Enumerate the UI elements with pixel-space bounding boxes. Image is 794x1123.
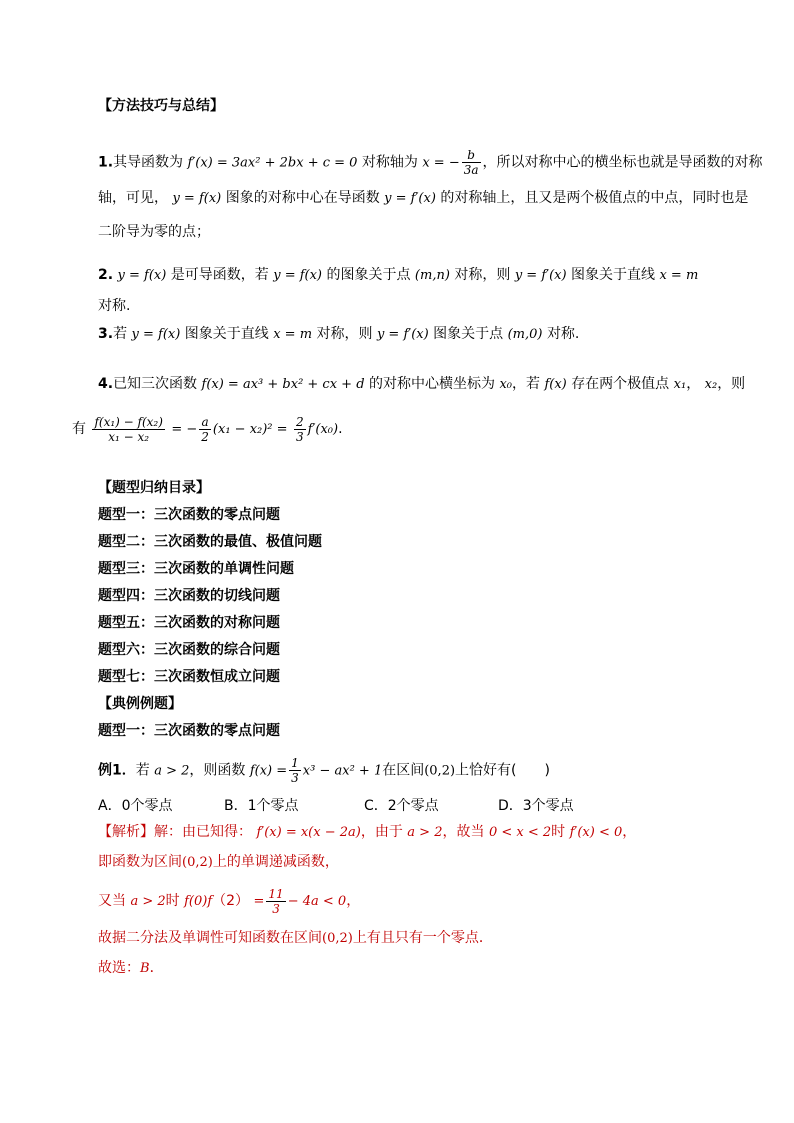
text: 图象关于直线 — [184, 326, 269, 342]
text: ， — [686, 376, 701, 392]
text: 对称轴为 — [361, 154, 418, 171]
formula: (0,2) — [322, 931, 353, 946]
formula: x₂ — [704, 377, 718, 392]
fraction-denominator: 3 — [272, 901, 280, 916]
formula: y = f(x) — [131, 327, 181, 342]
formula: (x₁ − x₂)² = — [212, 422, 288, 437]
text: 对称. — [546, 326, 580, 342]
text: 即函数为区间 — [98, 854, 182, 870]
text: 在区间 — [382, 762, 425, 779]
text: ，则函数 — [189, 762, 246, 779]
fraction-denominator: 3 — [291, 771, 299, 785]
formula: y = f′(x) — [514, 268, 567, 283]
text: 上恰好有( ) — [455, 762, 550, 779]
point-number: 3. — [98, 326, 114, 342]
text: ，若 — [511, 376, 540, 392]
text: （2） — [212, 893, 250, 909]
example-1-question — [98, 756, 550, 785]
formula: a > 2 — [130, 894, 166, 909]
solution-line-3 — [98, 886, 360, 917]
formula: f(0)f — [184, 894, 213, 909]
formula: − 4a < 0 — [287, 894, 347, 909]
formula: (0,2) — [182, 855, 213, 870]
text: . — [338, 421, 343, 437]
formula: y = f′(x) — [376, 327, 429, 342]
formula: f(x) = — [249, 763, 288, 779]
fraction — [289, 756, 301, 785]
point-number: 2. — [98, 267, 114, 283]
text: ，由于 — [360, 824, 403, 840]
option-b: B．1个零点 — [224, 798, 299, 814]
text: 图象关于点 — [433, 326, 504, 342]
option-d: D．3个零点 — [498, 798, 574, 814]
text: ，则 — [717, 376, 746, 392]
text: 存在两个极值点 — [571, 376, 670, 392]
solution-line-2 — [98, 852, 339, 873]
formula: x₀ — [499, 377, 512, 392]
formula: x₁ — [673, 377, 687, 392]
text: 图象关于直线 — [571, 267, 656, 283]
fraction-denominator: 3a — [463, 163, 479, 177]
text: 上的单调递减函数， — [212, 854, 339, 870]
text: ，故当 — [442, 824, 485, 840]
formula: x = m — [659, 268, 699, 283]
summary-point-2-line-2: 对称. — [98, 298, 131, 314]
formula: x³ − ax² + 1 — [302, 763, 383, 779]
text: 时 — [165, 893, 180, 909]
text: 已知三次函数 — [113, 376, 198, 392]
formula: 0 < x < 2 — [488, 825, 552, 840]
catalog-item: 题型六：三次函数的综合问题 — [98, 642, 280, 658]
fraction — [294, 415, 306, 444]
text: 是可导函数，若 — [170, 267, 269, 283]
text: 若 — [135, 762, 150, 779]
formula: = − — [171, 422, 198, 437]
summary-point-2-line-1 — [98, 265, 698, 286]
fraction — [92, 415, 164, 444]
text: 的对称中心横坐标为 — [368, 376, 495, 392]
catalog-item: 题型四：三次函数的切线问题 — [98, 588, 280, 604]
formula: x = m — [273, 327, 313, 342]
summary-point-1-line-2 — [98, 188, 748, 209]
formula: x = − — [422, 155, 460, 171]
formula: a > 2 — [154, 763, 190, 779]
formula: B — [140, 961, 150, 976]
fraction-numerator: 1 — [291, 756, 299, 770]
fraction-numerator: 2 — [296, 414, 304, 429]
fraction-numerator: f(x₁) − f(x₂) — [94, 414, 163, 429]
catalog-item: 题型一：三次函数的零点问题 — [98, 507, 280, 523]
formula: y = f(x) — [273, 268, 323, 283]
text: 图象的对称中心在导函数 — [225, 190, 380, 206]
formula: f′(x) < 0 — [569, 825, 623, 840]
example-label: 例1． — [98, 762, 136, 779]
examples-heading: 【典例例题】 — [98, 696, 182, 712]
fraction-denominator: 3 — [296, 429, 304, 444]
formula: y = f(x) — [117, 268, 167, 283]
text: 故据二分法及单调性可知函数在区间 — [98, 930, 322, 946]
fraction-denominator: 2 — [201, 429, 209, 444]
formula: f′(x) = 3ax² + 2bx + c = 0 — [187, 155, 358, 171]
text: ． — [149, 960, 164, 976]
formula: y = f(x) — [172, 191, 222, 206]
formula: f(x) — [544, 377, 567, 392]
solution-line-4 — [98, 928, 493, 949]
summary-point-3 — [98, 324, 579, 345]
text: ， — [622, 824, 637, 840]
summary-heading: 【方法技巧与总结】 — [98, 98, 224, 114]
text: 其导函数为 — [113, 154, 184, 171]
fraction — [266, 887, 285, 916]
text: ， — [346, 893, 361, 909]
formula: (m,n) — [414, 268, 450, 283]
catalog-item: 题型二：三次函数的最值、极值问题 — [98, 534, 322, 550]
catalog-item: 题型五：三次函数的对称问题 — [98, 615, 280, 631]
fraction-numerator: a — [199, 415, 211, 430]
catalog-heading: 【题型归纳目录】 — [98, 480, 210, 496]
summary-point-4-line-1 — [98, 374, 745, 395]
text: 故选： — [98, 960, 140, 976]
text: 时 — [551, 824, 566, 840]
solution-line-1 — [98, 822, 636, 843]
catalog-item: 题型七：三次函数恒成立问题 — [98, 669, 280, 685]
solution-line-5 — [98, 958, 164, 979]
option-c: C．2个零点 — [364, 798, 439, 814]
solution-tag: 【解析】 — [98, 824, 154, 840]
formula: f′(x) = x(x − 2a) — [256, 825, 361, 840]
catalog-item: 题型三：三次函数的单调性问题 — [98, 561, 294, 577]
text: 的图象关于点 — [326, 267, 411, 283]
formula: a > 2 — [407, 825, 443, 840]
type-title: 题型一：三次函数的零点问题 — [98, 723, 280, 739]
text: 轴，可见， — [98, 190, 168, 206]
formula: (0,2) — [424, 763, 456, 779]
fraction — [199, 415, 211, 444]
text: ，所以对称中心的横坐标也就是导函数的对称 — [482, 154, 763, 171]
summary-point-1-line-3: 二阶导为零的点； — [98, 224, 210, 240]
formula: y = f′(x) — [384, 191, 436, 206]
text: 又当 — [98, 893, 126, 909]
formula: f(x) = ax³ + bx² + cx + d — [201, 377, 365, 392]
text: 对称，则 — [454, 267, 511, 283]
formula: = — [253, 894, 265, 909]
text: 解：由已知得： — [154, 824, 252, 840]
formula: f′(x₀) — [307, 422, 339, 437]
option-a: A．0个零点 — [98, 798, 173, 814]
fraction — [462, 148, 481, 177]
fraction-numerator: 11 — [268, 886, 284, 901]
text: 若 — [113, 326, 128, 342]
point-number: 1. — [98, 154, 114, 171]
text: 对称，则 — [316, 326, 373, 342]
summary-point-1-line-1 — [98, 148, 763, 177]
text: 有 — [72, 421, 86, 437]
summary-point-4-line-2 — [72, 414, 343, 445]
fraction-numerator: b — [462, 148, 481, 163]
formula: (m,0) — [507, 327, 543, 342]
fraction-denominator: x₁ − x₂ — [108, 429, 150, 444]
text: 上有且只有一个零点． — [352, 930, 493, 946]
text: 的对称轴上，且又是两个极值点的中点，同时也是 — [440, 190, 749, 206]
point-number: 4. — [98, 376, 114, 392]
